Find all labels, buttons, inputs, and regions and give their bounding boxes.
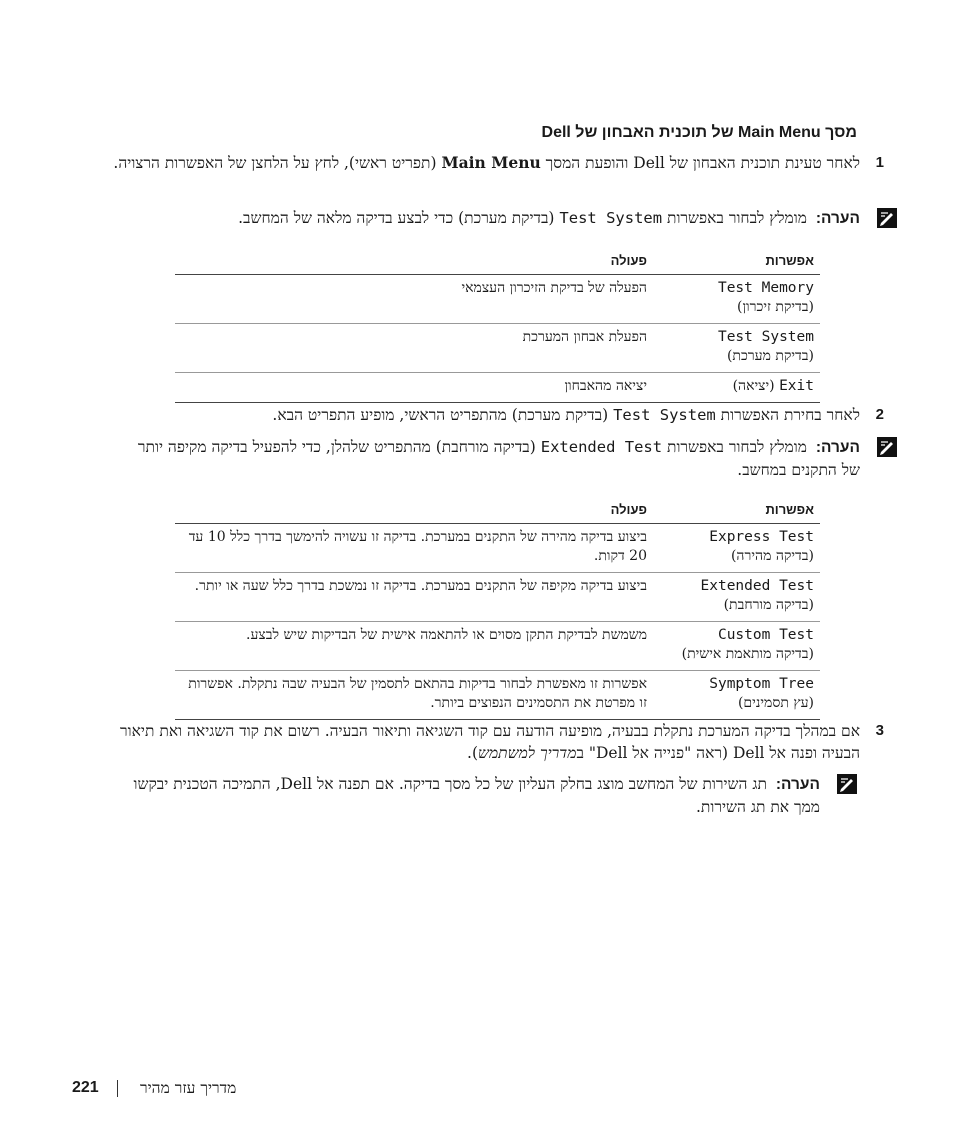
table-row xyxy=(175,324,820,373)
step-number: 3 xyxy=(875,722,884,739)
table-row xyxy=(175,622,820,671)
note-pencil-icon xyxy=(876,207,898,229)
step-text: (תפריט ראשי), לחץ על הלחצן של האפשרות הרצויה. xyxy=(113,154,442,172)
step-text: ). xyxy=(467,744,478,762)
footer-guide-title: מדריך עזר מהיר xyxy=(140,1079,237,1097)
column-header-option: אפשרות xyxy=(653,249,820,275)
table-row xyxy=(175,671,820,720)
step-text: לאחר בחירת האפשרות xyxy=(715,406,860,424)
note-option: Test System xyxy=(559,209,663,227)
option-action: הפעלה של בדיקת הזיכרון העצמאי xyxy=(175,275,653,324)
step-text: אם במהלך בדיקה המערכת נתקלת בבעיה, מופיעה הודעה עם קוד השגיאה ותיאור הבעיה. רשום את קוד השגיאה ואת תיאור הבעיה ופנה אל Dell (ראה "פנייה אל Dell" ב xyxy=(120,722,860,762)
option-name: Express Test xyxy=(709,529,814,545)
step-3 xyxy=(80,720,884,764)
note-text: מומלץ לבחור באפשרות xyxy=(662,438,812,456)
option-name: Test System xyxy=(717,329,814,345)
note-text: (בדיקה מורחבת) מהתפריט שלהלן, כדי להפעיל בדיקה מקיפה יותר של התקנים במחשב. xyxy=(137,438,860,479)
column-header-action: פעולה xyxy=(175,498,653,524)
step-text: (בדיקת מערכת) מהתפריט הראשי, מופיע התפריט הבא. xyxy=(272,406,614,424)
note-label: הערה: xyxy=(815,439,860,456)
option-translation: (עץ תסמינים) xyxy=(737,695,814,711)
option-name: Extended Test xyxy=(700,578,814,594)
footer-divider xyxy=(117,1080,118,1097)
column-header-action: פעולה xyxy=(175,249,653,275)
table-header-row xyxy=(175,498,820,524)
table-row xyxy=(175,573,820,622)
option-name: Symptom Tree xyxy=(709,676,814,692)
step-1 xyxy=(80,152,884,174)
guide-title: מדריך למשתמש xyxy=(478,744,577,762)
note-text: תג השירות של המחשב מוצג בחלק העליון של כל מסך בדיקה. אם תפנה אל Dell, התמיכה הטכנית יבקשו ממך את תג השירות. xyxy=(133,775,820,816)
note-label: הערה: xyxy=(815,210,860,227)
option-action: ביצוע בדיקה מהירה של התקנים במערכת. בדיקה זו עשויה להימשך בדרך כלל 10 עד 20 דקות. xyxy=(175,524,653,573)
step-number: 1 xyxy=(875,154,884,171)
option-translation: (בדיקה מהירה) xyxy=(730,548,814,564)
note-pencil-icon xyxy=(836,773,858,795)
table-row xyxy=(175,373,820,403)
page-number: 221 xyxy=(72,1079,99,1096)
option-translation: (בדיקת זיכרון) xyxy=(737,299,814,315)
option-action: יציאה מהאבחון xyxy=(175,373,653,403)
note-text: (בדיקת מערכת) כדי לבצע בדיקה מלאה של המחשב. xyxy=(238,209,560,227)
options-table-test-system xyxy=(175,498,820,720)
option-translation: (בדיקה מותאמת אישית) xyxy=(681,646,814,662)
option-translation: (בדיקת מערכת) xyxy=(726,348,814,364)
option-action: משמשת לבדיקת התקן מסוים או להתאמה אישית של הבדיקות שיש לבצע. xyxy=(175,622,653,671)
option-translation: (בדיקה מורחבת) xyxy=(723,597,814,613)
note-text: מומלץ לבחור באפשרות xyxy=(662,209,812,227)
option-translation: (יציאה) xyxy=(732,378,775,394)
step-text: לאחר טעינת תוכנית האבחון של Dell והופעת המסך xyxy=(540,154,860,172)
option-action: הפעלת אבחון המערכת xyxy=(175,324,653,373)
step-2 xyxy=(80,404,884,426)
table-row xyxy=(175,275,820,324)
option-name: Custom Test xyxy=(717,627,814,643)
note-label: הערה: xyxy=(775,776,820,793)
option-action: ביצוע בדיקה מקיפה של התקנים במערכת. בדיקה זו נמשכת בדרך כלל שעה או יותר. xyxy=(175,573,653,622)
note-1 xyxy=(120,207,860,230)
note-2 xyxy=(120,436,860,481)
section-heading: מסך Main Menu של תוכנית האבחון של Dell xyxy=(541,124,857,141)
step-keyword: Main Menu xyxy=(441,153,541,172)
note-pencil-icon xyxy=(876,436,898,458)
option-name: Exit xyxy=(779,378,814,394)
note-3 xyxy=(130,773,820,818)
options-table-main-menu xyxy=(175,249,820,403)
column-header-option: אפשרות xyxy=(653,498,820,524)
note-option: Extended Test xyxy=(540,438,663,456)
option-name: Test Memory xyxy=(717,280,814,296)
option-action: אפשרות זו מאפשרת לבחור בדיקות בהתאם לתסמין של הבעיה שבה נתקלת. אפשרות זו מפרטת את התסמינים הנפוצים ביותר. xyxy=(175,671,653,720)
step-number: 2 xyxy=(875,406,884,423)
table-header-row xyxy=(175,249,820,275)
step-option: Test System xyxy=(613,406,716,424)
table-row xyxy=(175,524,820,573)
